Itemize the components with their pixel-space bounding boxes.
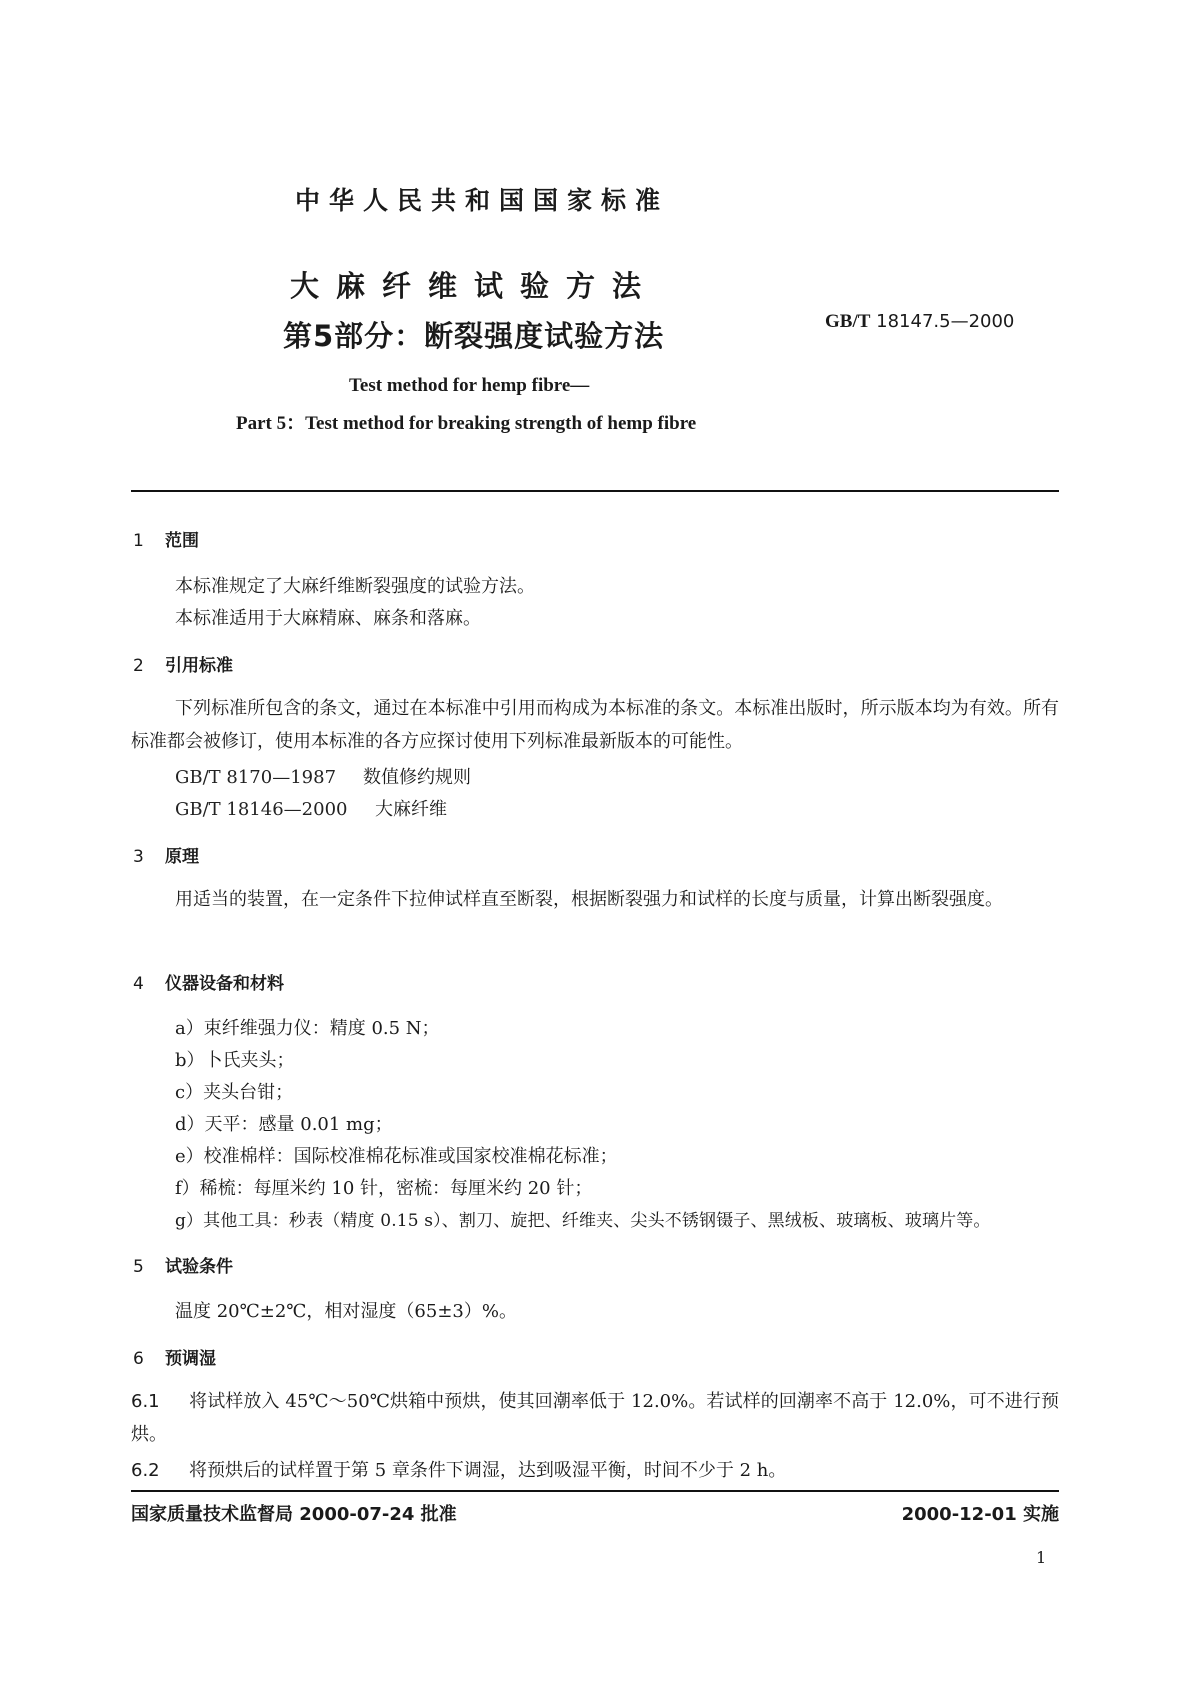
section-number: 2 xyxy=(133,656,144,676)
section-heading-2 xyxy=(133,651,233,676)
standard-number-prefix: GB/T xyxy=(825,311,871,332)
header-divider xyxy=(131,490,1059,492)
clause-number: 6.1 xyxy=(131,1391,160,1412)
clause-6-1 xyxy=(131,1385,1059,1451)
section-title: 预调湿 xyxy=(165,1349,216,1369)
list-item: c）夹头台钳； xyxy=(175,1082,294,1103)
clause-text: 将预烘后的试样置于第 5 章条件下调湿，达到吸湿平衡，时间不少于 2 h。 xyxy=(189,1460,787,1481)
section-heading-1 xyxy=(133,526,199,551)
section-title: 试验条件 xyxy=(165,1257,233,1277)
section-title: 引用标准 xyxy=(165,656,233,676)
section-title: 仪器设备和材料 xyxy=(165,974,284,994)
standard-number-value: 18147.5—2000 xyxy=(876,311,1015,332)
paragraph: 本标准规定了大麻纤维断裂强度的试验方法。 xyxy=(175,576,535,597)
page-number: 1 xyxy=(1036,1548,1047,1567)
list-item: g）其他工具：秒表（精度 0.15 s）、割刀、旋把、纤维夹、尖头不锈钢镊子、黑绒板、玻璃板、玻璃片等。 xyxy=(175,1211,991,1231)
section-number: 3 xyxy=(133,847,144,867)
document-title: 大麻纤维试验方法 xyxy=(290,269,659,303)
approval-info: 国家质量技术监督局 2000-07-24 批准 xyxy=(131,1504,457,1525)
paragraph: 温度 20℃±2℃，相对湿度（65±3）%。 xyxy=(175,1301,517,1322)
section-heading-3 xyxy=(133,842,199,867)
reference-code: GB/T 18146—2000 xyxy=(175,799,348,820)
section-heading-5 xyxy=(133,1252,233,1277)
section-number: 6 xyxy=(133,1349,144,1369)
section-number: 1 xyxy=(133,531,144,551)
reference-entry xyxy=(175,795,447,821)
reference-title: 数值修约规则 xyxy=(363,767,471,788)
list-item: e）校准棉样：国际校准棉花标准或国家校准棉花标准； xyxy=(175,1146,618,1167)
section-title: 范围 xyxy=(165,531,199,551)
english-title-line1: Test method for hemp fibre— xyxy=(349,375,590,396)
reference-entry xyxy=(175,763,471,789)
list-item: d）天平：感量 0.01 mg； xyxy=(175,1114,393,1135)
list-item: b）卜氏夹头； xyxy=(175,1050,295,1071)
paragraph: 下列标准所包含的条文，通过在本标准中引用而构成为本标准的条文。本标准出版时，所示版本均为有效。所有标准都会被修订，使用本标准的各方应探讨使用下列标准最新版本的可能性。 xyxy=(131,698,1059,752)
section-title: 原理 xyxy=(165,847,199,867)
section-heading-6 xyxy=(133,1344,216,1369)
paragraph: 用适当的装置，在一定条件下拉伸试样直至断裂，根据断裂强力和试样的长度与质量，计算出断裂强度。 xyxy=(175,889,1003,910)
reference-code: GB/T 8170—1987 xyxy=(175,767,337,788)
national-standard-heading: 中华人民共和国国家标准 xyxy=(295,186,670,215)
section-number: 4 xyxy=(133,974,144,994)
clause-number: 6.2 xyxy=(131,1460,160,1481)
section-number: 5 xyxy=(133,1257,144,1277)
clause-6-2 xyxy=(131,1456,786,1482)
footer-divider xyxy=(131,1490,1059,1492)
list-item: f）稀梳：每厘米约 10 针，密梳：每厘米约 20 针； xyxy=(175,1178,593,1199)
document-subtitle: 第5部分：断裂强度试验方法 xyxy=(283,319,665,353)
english-title-line2: Part 5：Test method for breaking strength of hemp fibre xyxy=(236,413,697,434)
clause-text: 将试样放入 45℃～50℃烘箱中预烘，使其回潮率低于 12.0%。若试样的回潮率不高于 12.0%，可不进行预烘。 xyxy=(131,1391,1059,1445)
paragraph: 本标准适用于大麻精麻、麻条和落麻。 xyxy=(175,608,481,629)
implementation-date: 2000-12-01 实施 xyxy=(901,1504,1059,1525)
list-item: a）束纤维强力仪：精度 0.5 N； xyxy=(175,1018,440,1039)
reference-title: 大麻纤维 xyxy=(375,799,447,820)
standard-number xyxy=(825,311,1014,333)
section-heading-4 xyxy=(133,969,284,994)
